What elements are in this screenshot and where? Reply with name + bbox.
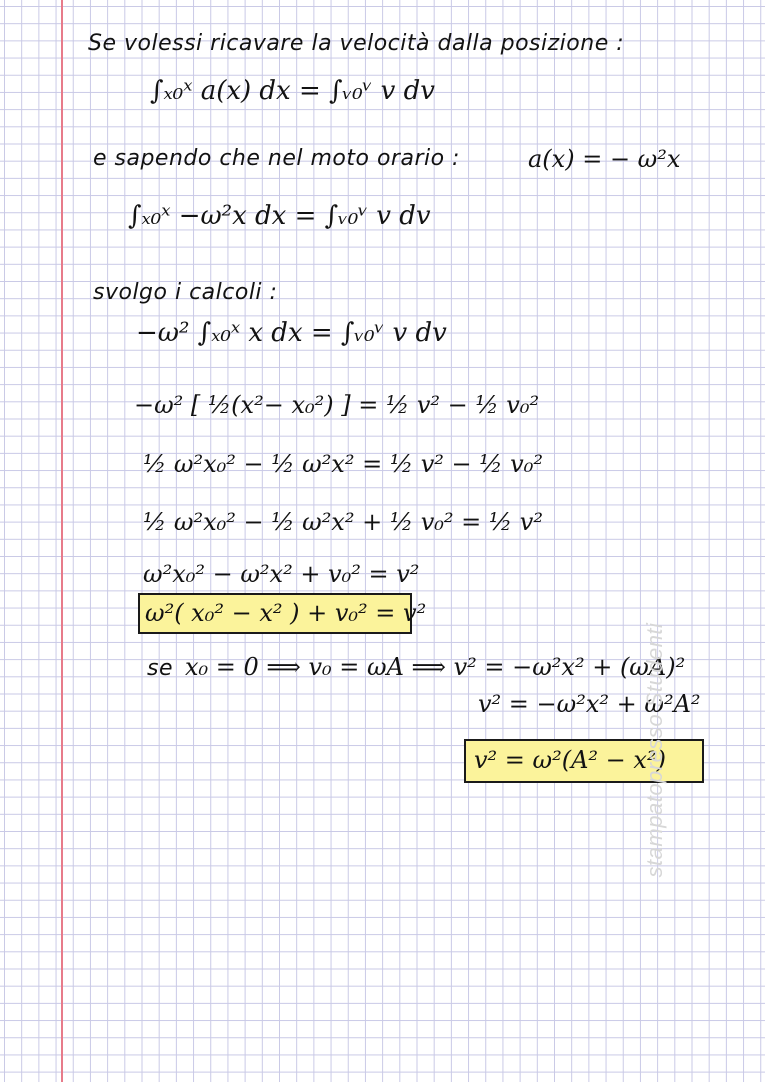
acceleration-formula: a(x) = − ω²x (528, 145, 681, 173)
case-label-se: se (147, 656, 173, 681)
case-line-2: v² = −ω²x² + ω²A² (478, 690, 701, 718)
calc-step-4: ½ ω²x₀² − ½ ω²x² + ½ v₀² = ½ v² (143, 508, 543, 536)
equation-integral-omega: ∫ₓ₀ˣ −ω²x dx = ∫ᵥ₀ᵛ v dv (128, 201, 431, 231)
boxed-result-1: ω²( x₀² − x² ) + v₀² = v² (145, 599, 427, 627)
text-line-calcoli: svolgo i calcoli : (93, 280, 278, 305)
calc-step-5: ω²x₀² − ω²x² + v₀² = v² (143, 560, 420, 588)
watermark-text: stampatopresso Studenti (642, 622, 667, 878)
boxed-result-final: v² = ω²(A² − x²) (474, 746, 666, 774)
heading-line: Se volessi ricavare la velocità dalla posizione : (88, 31, 625, 56)
margin-line (61, 0, 63, 1082)
case-condition: x₀ = 0 ⟹ v₀ = ωA ⟹ v² = −ω²x² + (ωA)² (185, 653, 686, 681)
text-line-motion: e sapendo che nel moto orario : (93, 146, 460, 171)
calc-step-1: −ω² ∫ₓ₀ˣ x dx = ∫ᵥ₀ᵛ v dv (136, 318, 447, 348)
equation-integral-a-dx: ∫ₓ₀ˣ a(x) dx = ∫ᵥ₀ᵛ v dv (150, 76, 435, 106)
calc-step-2: −ω² [ ½(x²− x₀²) ] = ½ v² − ½ v₀² (134, 391, 540, 419)
calc-step-3: ½ ω²x₀² − ½ ω²x² = ½ v² − ½ v₀² (143, 450, 543, 478)
